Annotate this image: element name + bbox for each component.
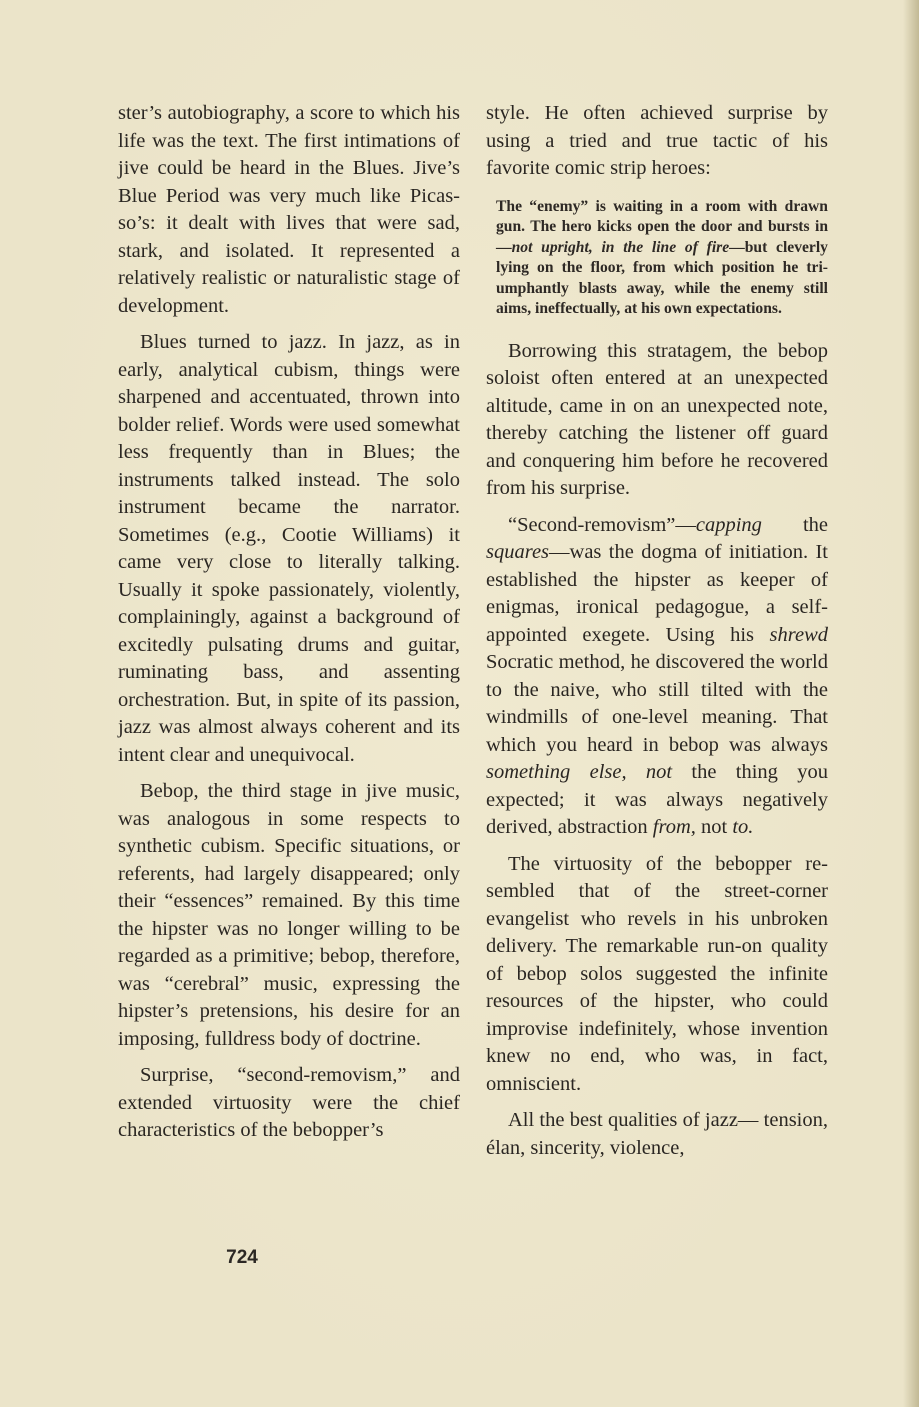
right-paragraph-4: The virtuosity of the bebopper resembled that of the street-corner evangelist who revels in his unbroken delivery. The remarkable run-on quality of bebop solos suggested the infinite resources of the hipster, who could improvise indefinitely, whose invention knew no end, who was, in fact, omniscient. [486,852,828,1095]
p3-emphasis-something-else: something else, not [486,761,673,783]
right-paragraph-2: Borrowing this stratagem, the bebop soloist often entered at an unexpected altitude, came in on an unexpected note, thereby catching the listener off guard and conquering him before he recovered from his surprise. [486,339,828,499]
right-paragraph-5: All the best qualities of jazz— tension, élan, sincerity, violence, [486,1109,828,1159]
block-quote [496,197,828,320]
page-edge-shadow [903,0,919,1407]
p3-text-f: not [695,816,733,838]
p3-text-b: the [761,513,828,536]
left-paragraph-4: Surprise, “second-removism,” and extended virtuosity were the chief characteristics of the bebopper’s [118,1064,460,1141]
quote-text-start: The “enemy” is waiting in a room with drawn gun. The hero kicks open the door and bursts in— [496,197,828,256]
page-number: 724 [226,1247,258,1268]
p3-text-e: the thing you expected; it was always negatively derived, abstraction [486,761,829,838]
p3-emphasis-to: to. [732,816,754,838]
p3-emphasis-capping: capping [695,513,762,536]
p3-emphasis-squares: squares [486,541,550,563]
p3-emphasis-shrewd: shrewd [769,623,828,646]
p3-text-d: Socratic method, he discovered the world to the naive, who still tilted with the windmills of one-level meaning. That which you heard in bebop was always [486,651,828,756]
right-paragraph-3 [486,512,828,842]
right-paragraph-1: style. He often achieved surprise by using a tried and true tactic of his favorite comic strip heroes: [486,102,828,179]
quote-text-end: —but cleverly lying on the floor, from which position he triumphantly blasts away, while the enemy still aims, ineffectually, at his own expectations. [496,238,828,317]
p3-text-c: —was the dogma of initiation. It established the hipster as keeper of enigmas, ironical pedagogue, a self-appointed exegete. Using his [486,541,828,646]
left-column [118,100,460,1145]
left-paragraph-2: Blues turned to jazz. In jazz, as in early, analytical cubism, things were sharpened and accentuated, thrown into bolder relief. Words were used somewhat less frequently than in Blues; the instruments talked instead. The solo instrument became the narrator. Sometimes (e.g., Cootie Williams) it came very close to literally talking. Usually it spoke passionately, violently, complainingly, against a background of excitedly pulsating drums and guitar, ruminating bass, and assenting orchestration. But, in spite of its passion, jazz was almost always coherent and its intent clear and unequivocal. [118,331,460,766]
p3-text-a: “Second-removism”— [508,513,696,536]
right-column [486,100,828,1162]
quote-emphasis: not upright, in the line of fire [511,238,730,256]
p3-emphasis-from: from, [652,816,696,838]
left-paragraph-3: Bebop, the third stage in jive music, was analogous in some respects to synthetic cubism. Specific situations, or referents, had largely disappeared; only their “essences” remained. By this time the hipster was no longer willing to be regarded as a primitive; bebop, therefore, was “cerebral” music, expressing the hipster’s pretensions, his desire for an imposing, fulldress body of doctrine. [118,780,460,1050]
left-paragraph-1: ster’s autobiography, a score to which his life was the text. The first intimations of jive could be heard in the Blues. Jive’s Blue Period was very much like Picasso’s: it dealt with lives that were sad, stark, and isolated. It represented a relatively realistic or naturalistic stage of development. [118,102,460,317]
